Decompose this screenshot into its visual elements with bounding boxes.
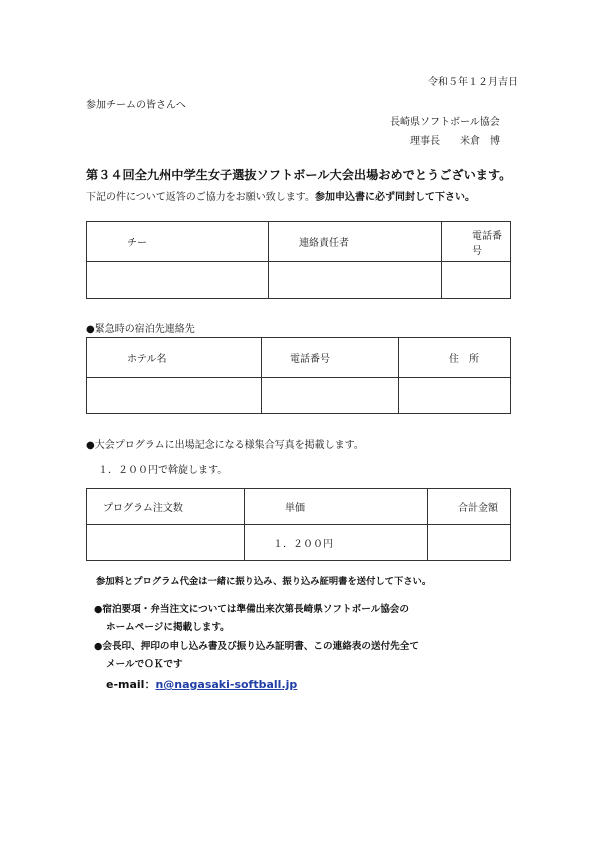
- contact-phone-cell[interactable]: [442, 262, 511, 299]
- email-line: [106, 676, 297, 692]
- contact-header-phone: 電話番号: [442, 222, 511, 262]
- program-unit-price-cell: １．２００円: [245, 525, 428, 561]
- hotel-phone-cell[interactable]: [262, 378, 399, 414]
- program-note: ●大会プログラムに出場記念になる様集合写真を掲載します。: [86, 440, 364, 451]
- contact-team-cell[interactable]: [87, 262, 269, 299]
- lodging-note-line2: ホームページに掲載します。: [106, 622, 230, 633]
- program-header-total: 合計金額: [428, 489, 511, 525]
- intro-line: [86, 188, 475, 203]
- sender-name: 理事長 米倉 博: [410, 136, 500, 147]
- contact-person-cell[interactable]: [269, 262, 442, 299]
- hotel-section-label: ●緊急時の宿泊先連絡先: [86, 324, 195, 335]
- contact-table: [86, 221, 511, 299]
- contact-header-team: チー: [87, 222, 269, 262]
- hotel-address-cell[interactable]: [399, 378, 511, 414]
- lodging-note-line1: ●宿泊要項・弁当注文については準備出来次第長崎県ソフトボール協会の: [94, 604, 409, 615]
- program-table: [86, 488, 511, 561]
- intro-emphasis: 参加申込書に必ず同封して下さい。: [315, 192, 475, 203]
- program-header-unit-price: 単価: [245, 489, 428, 525]
- program-quantity-cell[interactable]: [87, 525, 245, 561]
- page-title: 第３４回全九州中学生女子選抜ソフトボール大会出場おめでとうございます。: [86, 168, 512, 182]
- intro-text: 下記の件について返答のご協力をお願い致します。: [86, 192, 315, 203]
- payment-note: 参加料とプログラム代金は一緒に振り込み、振り込み証明書を送付して下さい。: [96, 576, 432, 587]
- hotel-header-phone: 電話番号: [262, 338, 399, 378]
- hotel-name-cell[interactable]: [87, 378, 262, 414]
- hotel-header-address: 住 所: [399, 338, 511, 378]
- recipient: 参加チームの皆さんへ: [86, 100, 186, 111]
- send-note-line2: メールでＯＫです: [106, 659, 183, 670]
- email-label: e-mail：: [106, 678, 156, 691]
- program-header-quantity: プログラム注文数: [87, 489, 245, 525]
- hotel-header-name: ホテル名: [87, 338, 262, 378]
- hotel-table: [86, 337, 511, 414]
- contact-header-person: 連絡責任者: [269, 222, 442, 262]
- send-note-line1: ●会長印、押印の申し込み書及び振り込み証明書、この連絡表の送付先全て: [94, 641, 419, 652]
- sender-organization: 長崎県ソフトボール協会: [390, 117, 500, 128]
- program-price-note: １．２００円で斡旋します。: [98, 465, 228, 476]
- program-total-cell[interactable]: [428, 525, 511, 561]
- date: 令和５年１２月吉日: [428, 77, 518, 88]
- email-link[interactable]: n@nagasaki-softball.jp: [155, 678, 298, 691]
